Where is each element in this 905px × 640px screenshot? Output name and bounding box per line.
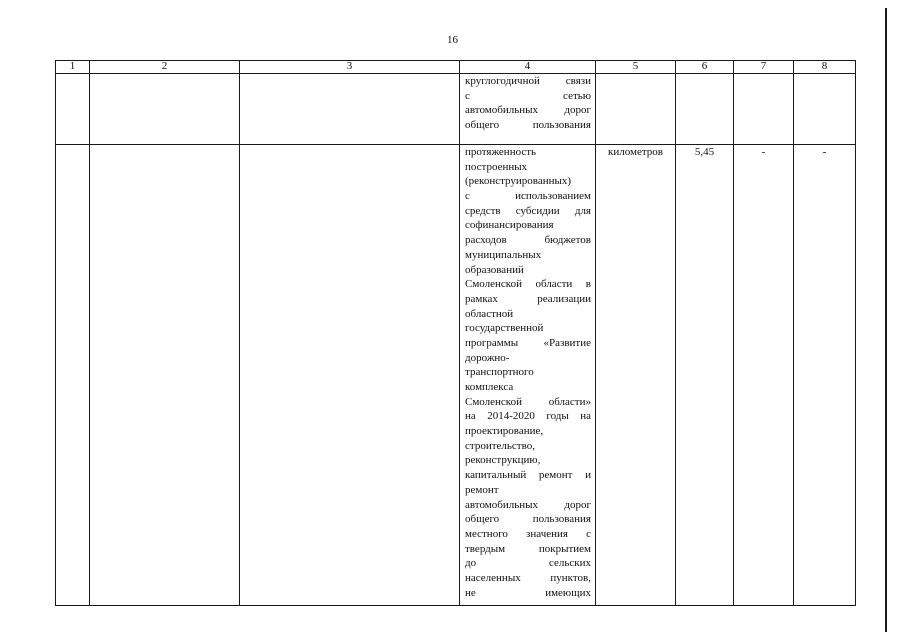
- header-row: [56, 61, 856, 74]
- header-col-4: 4: [460, 61, 596, 74]
- text-line: с сетью: [465, 89, 591, 102]
- text-line: Смоленской области в: [465, 278, 591, 291]
- header-col-2: 2: [90, 61, 240, 74]
- row1-col-3: [240, 74, 460, 145]
- text-line: протяженность: [465, 146, 537, 158]
- header-col-6: 6: [676, 61, 734, 74]
- header-col-3: 3: [240, 61, 460, 74]
- text-line: расходов бюджетов: [465, 234, 591, 247]
- row1-col-5: [596, 74, 676, 145]
- row2-col-2: [90, 145, 240, 606]
- row1-col-4: [460, 74, 596, 145]
- text-line: на 2014-2020 годы на: [465, 410, 591, 423]
- text-line: автомобильных дорог: [465, 104, 591, 117]
- text-line: населенных пунктов,: [465, 571, 591, 584]
- text-line: местного значения с: [465, 527, 591, 540]
- row1-col-1: [56, 74, 90, 145]
- text-line: областной: [465, 307, 514, 320]
- text-line: муниципальных: [465, 248, 542, 261]
- text-line: до сельских: [465, 557, 591, 570]
- row1-col-7: [734, 74, 794, 145]
- text-line: капитальный ремонт и: [465, 469, 591, 482]
- row1-col-2: [90, 74, 240, 145]
- row1-indicator-text: [460, 74, 595, 133]
- text-line: проектирование,: [465, 425, 544, 438]
- row1-col-6: [676, 74, 734, 145]
- row2-value-col-6: 5,45: [676, 145, 734, 606]
- text-line: реконструкцию,: [465, 454, 541, 467]
- text-line: Смоленской области»: [465, 395, 591, 408]
- row1-col-8: [794, 74, 856, 145]
- text-line: строительство,: [465, 439, 535, 452]
- table-row: [56, 74, 856, 145]
- text-line: образований: [465, 263, 524, 276]
- row2-value-col-7: -: [734, 145, 794, 606]
- text-line: общего пользования: [465, 513, 591, 526]
- text-line: автомобильных дорог: [465, 498, 591, 511]
- row2-unit: километров: [596, 145, 676, 606]
- table-row: [56, 145, 856, 606]
- text-line: общего пользования: [465, 119, 591, 132]
- row2-indicator-text: [460, 145, 595, 600]
- row2-value-col-8: -: [794, 145, 856, 606]
- text-line: не имеющих: [465, 586, 591, 599]
- row2-col-1: [56, 145, 90, 606]
- text-line: с использованием: [465, 190, 591, 203]
- data-table: [55, 60, 856, 606]
- text-line: государственной: [465, 322, 544, 335]
- scan-edge-line: [885, 8, 887, 632]
- text-line: программы «Развитие: [465, 336, 591, 349]
- text-line: комплекса: [465, 381, 514, 393]
- header-col-7: 7: [734, 61, 794, 74]
- text-line: софинансирования: [465, 219, 554, 232]
- text-line: дорожно-: [465, 351, 510, 364]
- text-line: средств субсидии для: [465, 204, 591, 217]
- row2-col-4: [460, 145, 596, 606]
- text-line: (реконструированных): [465, 175, 572, 188]
- row2-col-3: [240, 145, 460, 606]
- header-col-8: 8: [794, 61, 856, 74]
- text-line: ремонт: [465, 483, 499, 496]
- text-line: построенных: [465, 160, 528, 173]
- page-number: 16: [447, 34, 458, 46]
- header-col-1: 1: [56, 61, 90, 74]
- header-col-5: 5: [596, 61, 676, 74]
- text-line: твердым покрытием: [465, 542, 591, 555]
- text-line: круглогодичной связи: [465, 75, 591, 87]
- text-line: рамках реализации: [465, 292, 591, 305]
- text-line: транспортного: [465, 366, 534, 379]
